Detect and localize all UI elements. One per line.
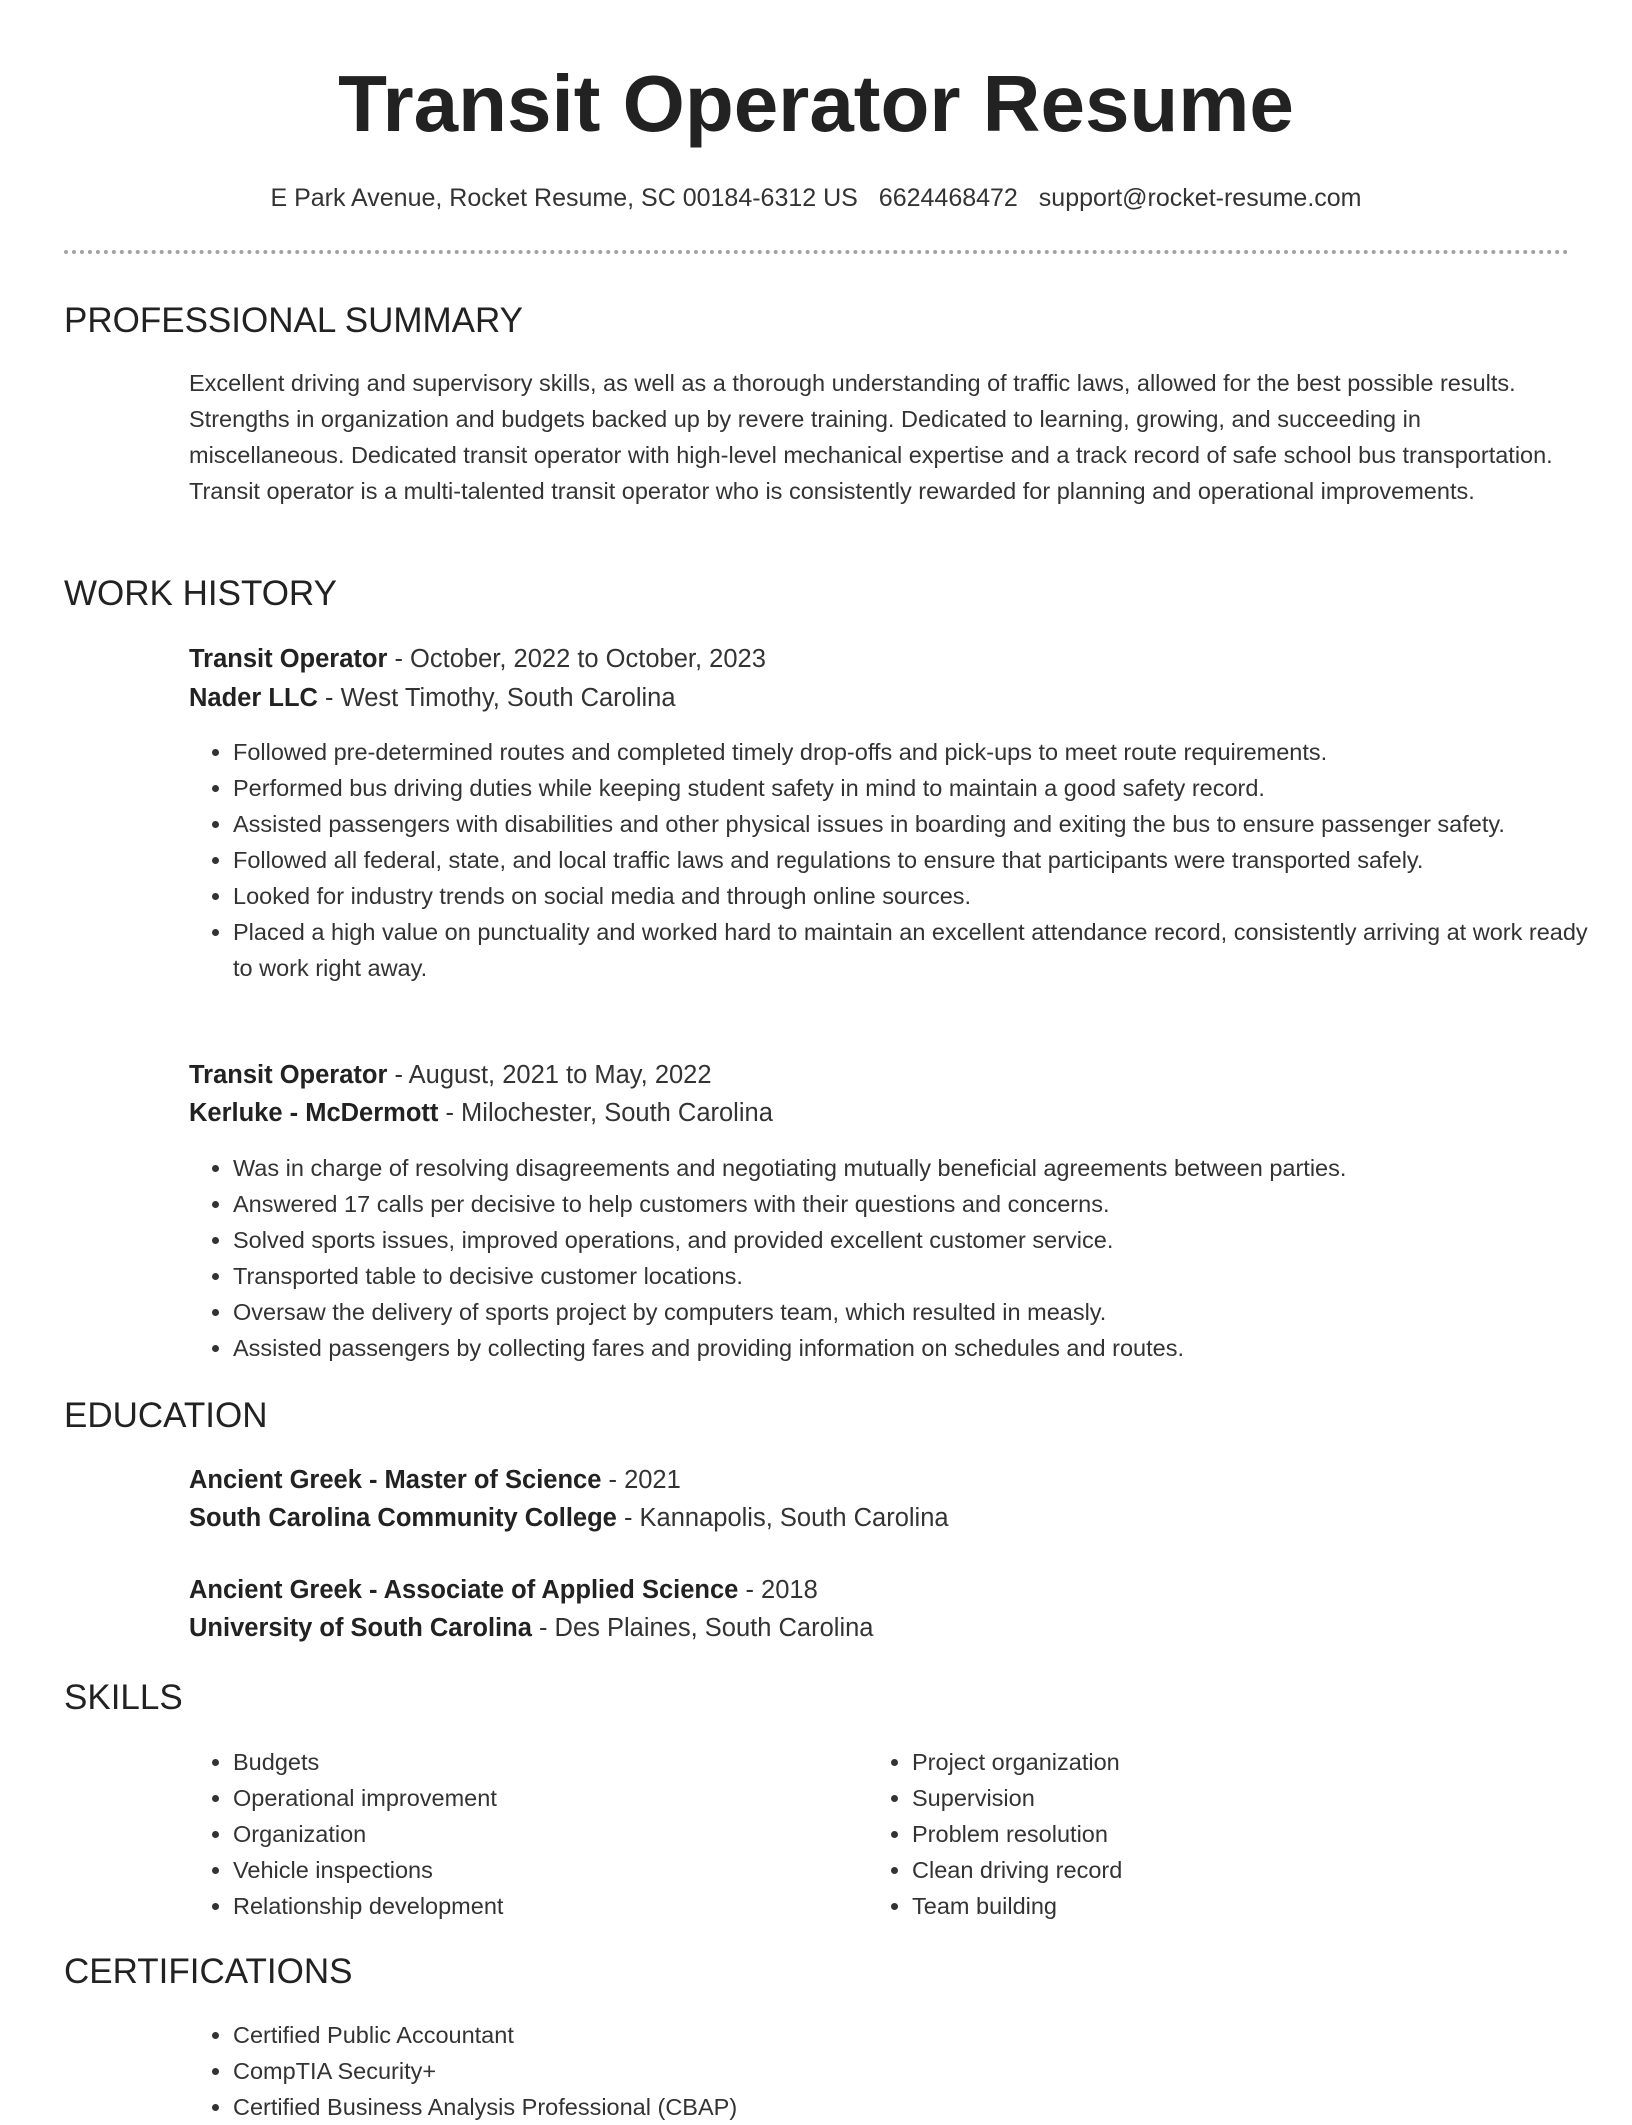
job-dates: - October, 2022 to October, 2023 xyxy=(387,645,766,673)
skill-item: • Relationship development xyxy=(233,1888,833,1924)
job-1-company-line xyxy=(189,680,1569,716)
degree-year: - 2021 xyxy=(601,1466,681,1494)
list-item: • Followed all federal, state, and local traffic laws and regulations to ensure that participants were transported safely. xyxy=(233,842,1613,878)
skills-list-right xyxy=(868,1744,1512,1924)
list-item: • Placed a high value on punctuality and worked hard to maintain an excellent attendance record, consistently arriving at work ready to work right away. xyxy=(233,914,1613,986)
summary-text: Excellent driving and supervisory skills, as well as a thorough understanding of traffic laws, allowed for the best possible results. Strengths in organization and budgets backed up by revere training. Dedicated to learning, growing, and succeeding in miscellaneous. Dedicated transit operator with high-level mechanical expertise and a track record of safe school bus transportation. Transit operator is a multi-talented transit operator who is consistently rewarded for planning and operational improvements. xyxy=(189,370,1553,504)
email-link[interactable]: support@rocket-resume.com xyxy=(1038,184,1362,212)
education-heading: EDUCATION xyxy=(64,1396,268,1435)
resume-title: Transit Operator Resume xyxy=(338,59,1294,148)
education-1-degree-line xyxy=(189,1462,1569,1498)
summary-heading: PROFESSIONAL SUMMARY xyxy=(64,301,523,340)
job-title: Transit Operator xyxy=(189,645,388,673)
degree-name: Ancient Greek - Associate of Applied Science xyxy=(189,1576,739,1604)
education-2-school-line xyxy=(189,1610,1569,1646)
skill-item: • Vehicle inspections xyxy=(233,1852,833,1888)
skill-item: • Clean driving record xyxy=(912,1852,1512,1888)
contact-line xyxy=(0,181,1632,215)
list-item: • Assisted passengers by collecting fares and providing information on schedules and routes. xyxy=(233,1330,1613,1366)
list-item: • Looked for industry trends on social media and through online sources. xyxy=(233,878,1613,914)
job-1-title-line xyxy=(189,641,1569,677)
list-item: • Transported table to decisive customer locations. xyxy=(233,1258,1613,1294)
skill-item: • Supervision xyxy=(912,1780,1512,1816)
company-name: Kerluke - McDermott xyxy=(189,1099,439,1127)
school-name: University of South Carolina xyxy=(189,1614,532,1642)
certification-item: • Certified Public Accountant xyxy=(233,2017,1613,2053)
job-dates: - August, 2021 to May, 2022 xyxy=(387,1061,712,1089)
list-item: • Followed pre-determined routes and completed timely drop-offs and pick-ups to meet route requirements. xyxy=(233,734,1613,770)
job-2-title-line xyxy=(189,1057,1569,1093)
company-name: Nader LLC xyxy=(189,684,318,712)
skills-list-left xyxy=(189,1744,833,1924)
skill-item: • Problem resolution xyxy=(912,1816,1512,1852)
skill-item: • Project organization xyxy=(912,1744,1512,1780)
list-item: • Solved sports issues, improved operations, and provided excellent customer service. xyxy=(233,1222,1613,1258)
degree-year: - 2018 xyxy=(738,1576,818,1604)
job-2-company-line xyxy=(189,1095,1569,1131)
company-location: - West Timothy, South Carolina xyxy=(317,684,676,712)
list-item: • Was in charge of resolving disagreements and negotiating mutually beneficial agreements between parties. xyxy=(233,1150,1613,1186)
school-location: - Des Plaines, South Carolina xyxy=(531,1614,874,1642)
list-item: • Answered 17 calls per decisive to help customers with their questions and concerns. xyxy=(233,1186,1613,1222)
job-title: Transit Operator xyxy=(189,1061,388,1089)
company-location: - Milochester, South Carolina xyxy=(438,1099,773,1127)
header-divider xyxy=(64,250,1569,254)
skill-item: • Team building xyxy=(912,1888,1512,1924)
education-2-degree-line xyxy=(189,1572,1569,1608)
list-item: • Oversaw the delivery of sports project by computers team, which resulted in measly. xyxy=(233,1294,1613,1330)
phone-text: 6624468472 xyxy=(878,184,1018,212)
skills-heading: SKILLS xyxy=(64,1678,183,1717)
school-name: South Carolina Community College xyxy=(189,1504,617,1532)
certification-item: • Certified Business Analysis Professional (CBAP) xyxy=(233,2089,1613,2125)
skill-item: • Operational improvement xyxy=(233,1780,833,1816)
list-item: • Assisted passengers with disabilities and other physical issues in boarding and exiting the bus to ensure passenger safety. xyxy=(233,806,1613,842)
skill-item: • Organization xyxy=(233,1816,833,1852)
work-history-heading: WORK HISTORY xyxy=(64,574,337,613)
job-2-bullets xyxy=(189,1150,1613,1366)
certifications-list xyxy=(189,2017,1613,2125)
degree-name: Ancient Greek - Master of Science xyxy=(189,1466,602,1494)
certifications-heading: CERTIFICATIONS xyxy=(64,1952,353,1991)
school-location: - Kannapolis, South Carolina xyxy=(616,1504,949,1532)
education-1-school-line xyxy=(189,1500,1569,1536)
address-text: E Park Avenue, Rocket Resume, SC 00184-6312 US xyxy=(270,184,858,212)
skill-item: • Budgets xyxy=(233,1744,833,1780)
certification-item: • CompTIA Security+ xyxy=(233,2053,1613,2089)
job-1-bullets xyxy=(189,734,1613,986)
list-item: • Performed bus driving duties while keeping student safety in mind to maintain a good safety record. xyxy=(233,770,1613,806)
